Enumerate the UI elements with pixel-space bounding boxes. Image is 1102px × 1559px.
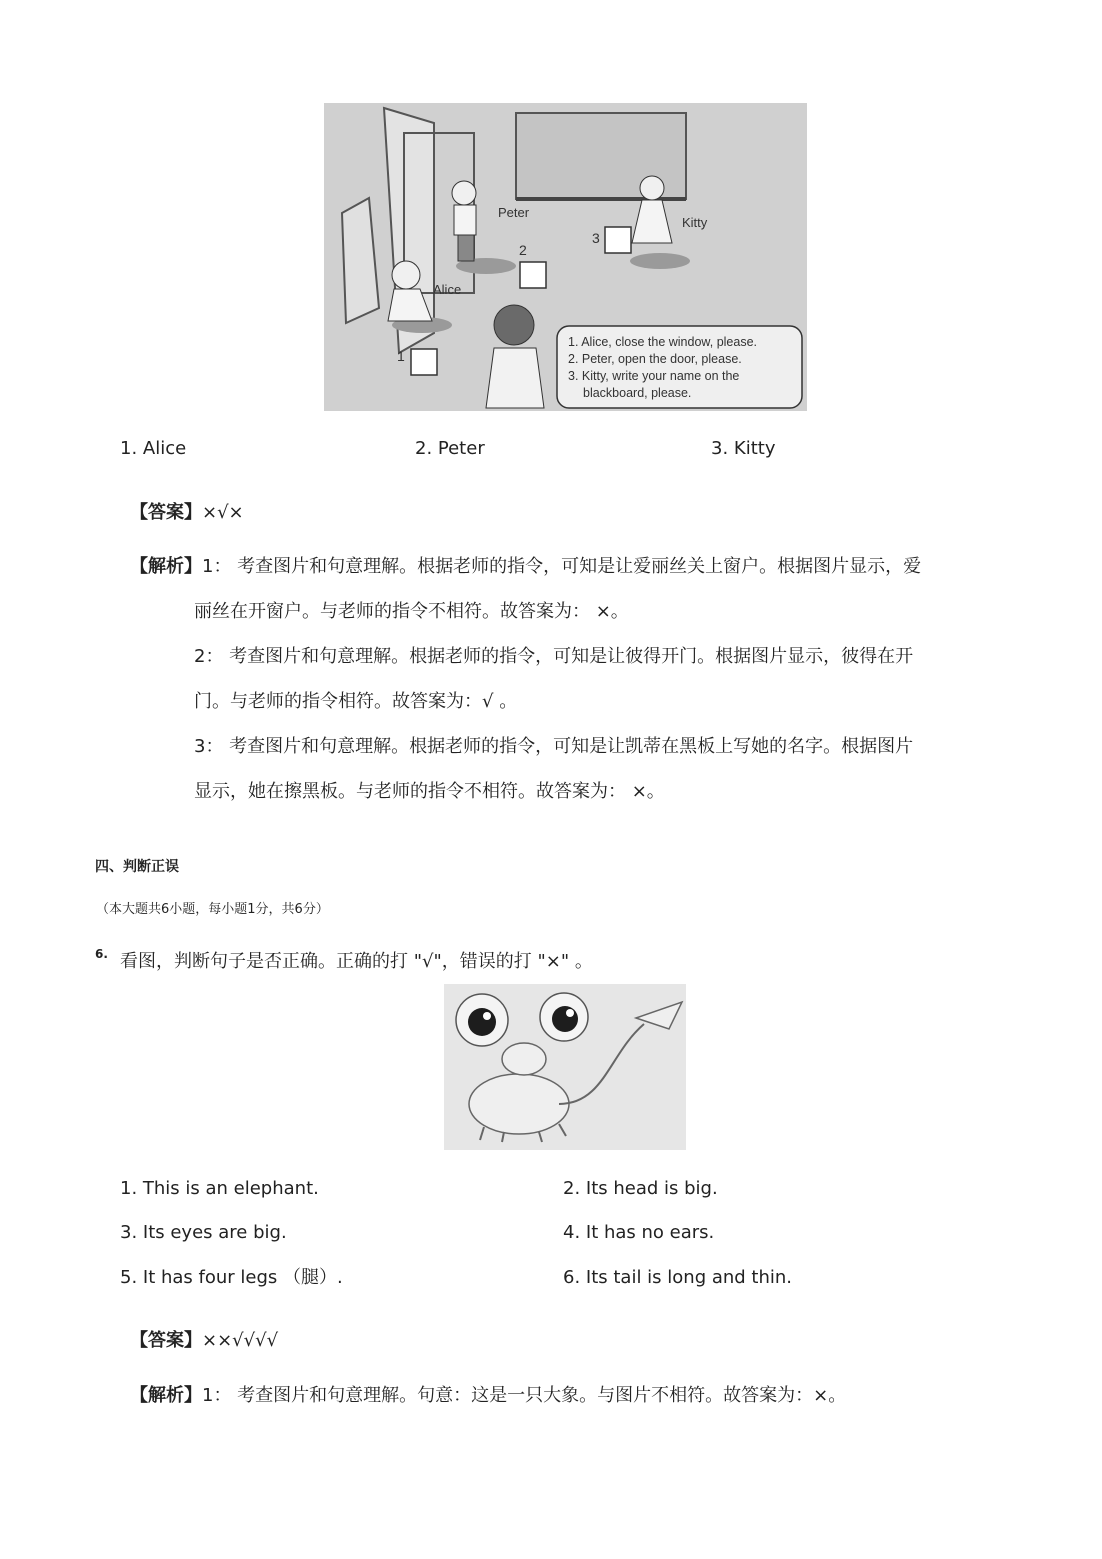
box-number-3: 3: [592, 230, 600, 246]
creature-illustration: [444, 984, 686, 1150]
sentence-6: 6. Its tail is long and thin.: [563, 1267, 793, 1288]
q5-analysis-line-2: 丽丝在开窗户。与老师的指令不相符。故答案为： ×。: [194, 601, 629, 622]
question-number: 6.: [95, 947, 108, 961]
box-number-2: 2: [519, 242, 527, 258]
section-title: 四、判断正误: [95, 859, 179, 875]
q5-answer: [130, 501, 244, 525]
classroom-illustration: [324, 103, 807, 411]
q5-option-peter: 2. Peter: [415, 438, 485, 459]
section-subtitle: （本大题共6小题，每小题1分，共6分）: [96, 902, 329, 917]
box-number-1: 1: [397, 348, 405, 364]
analysis-label: 【解析】: [130, 1385, 202, 1406]
sentence-5: 5. It has four legs （腿）.: [120, 1267, 343, 1288]
answer-box-1: [411, 349, 437, 375]
sentence-2: 2. Its head is big.: [563, 1178, 718, 1199]
answer-value: ×√×: [202, 502, 244, 523]
q5-option-kitty: 3. Kitty: [711, 438, 776, 459]
answer-box-2: [520, 262, 546, 288]
analysis-label: 【解析】: [130, 556, 202, 577]
label-kitty: Kitty: [682, 215, 708, 230]
q5-analysis-line-5: 3： 考查图片和句意理解。根据老师的指令，可知是让凯蒂在黑板上写她的名字。根据图片: [194, 736, 914, 757]
sentence-4: 4. It has no ears.: [563, 1222, 715, 1243]
creature-picture: [444, 984, 686, 1150]
sentence-3: 3. Its eyes are big.: [120, 1222, 287, 1243]
answer-label: 【答案】: [130, 1330, 202, 1351]
q6-analysis-line-1: 【解析】1： 考查图片和句意理解。句意：这是一只大象。与图片不相符。故答案为：×。: [130, 1385, 847, 1406]
sentence-1: 1. This is an elephant.: [120, 1178, 319, 1199]
label-peter: Peter: [498, 205, 530, 220]
speech-line-2: 2. Peter, open the door, please.: [568, 352, 742, 366]
classroom-picture: [324, 103, 807, 411]
speech-line-4: blackboard, please.: [583, 386, 692, 400]
answer-label: 【答案】: [130, 502, 202, 523]
answer-box-3: [605, 227, 631, 253]
q5-analysis-line-4: 门。与老师的指令相符。故答案为：√ 。: [194, 691, 518, 712]
q5-option-alice: 1. Alice: [120, 438, 187, 459]
answer-value: ××√√√√: [202, 1330, 279, 1351]
speech-line-1: 1. Alice, close the window, please.: [568, 335, 758, 349]
q5-analysis-line-1: 【解析】1： 考查图片和句意理解。根据老师的指令，可知是让爱丽丝关上窗户。根据图片显示，爱: [130, 556, 922, 577]
q5-analysis-line-3: 2： 考查图片和句意理解。根据老师的指令，可知是让彼得开门。根据图片显示，彼得在开: [194, 646, 914, 667]
q6-answer: [130, 1329, 278, 1353]
q5-analysis-line-6: 显示，她在擦黑板。与老师的指令不相符。故答案为： ×。: [194, 781, 665, 802]
speech-line-3: 3. Kitty, write your name on the: [568, 369, 740, 383]
label-alice: Alice: [433, 282, 462, 297]
question-prompt: 看图，判断句子是否正确。正确的打 "√"，错误的打 "×" 。: [120, 951, 593, 972]
